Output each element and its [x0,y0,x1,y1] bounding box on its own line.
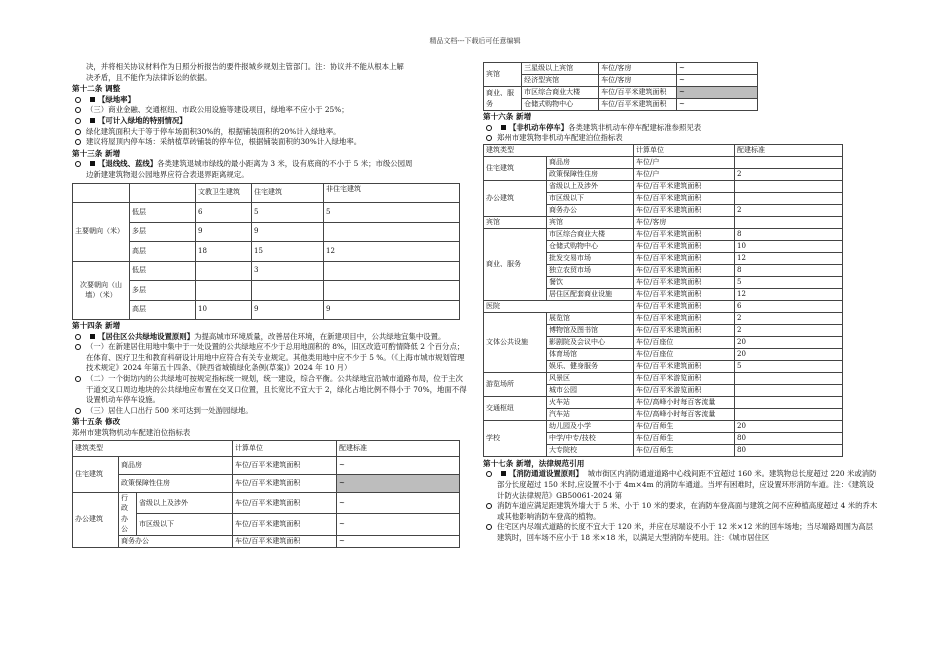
section-title: 第十六条 新增 [483,112,532,121]
table-cell: 车位/百平米建筑面积 [634,180,735,192]
table-row [484,312,843,324]
table-row [484,216,843,228]
table-cell: 车位/百平米建筑面积 [634,240,735,252]
table-cell: 车位/高峰小时每百客流量 [634,408,735,420]
table-cell: 大专院校 [547,444,634,456]
table-cell: 80 [735,432,843,444]
table-cell: 12 [735,252,843,264]
table-row [484,156,843,168]
table-cell: 影剧院及会议中心 [547,336,634,348]
table-cell: 体育场馆 [547,348,634,360]
table-cell: 车位/高峰小时每百客流量 [634,396,735,408]
table-cell: 车位/百平米建筑面积 [634,324,735,336]
category-cell: 学校 [484,420,547,456]
category-cell: 商业、服务 [484,228,547,300]
table-cell: 5 [735,360,843,372]
parking-table: 建筑类型 计算单位 配建标准 住宅建筑 商品房 车位/百平米建筑面积 ~ 政策保障性住房 车位/百平米建筑面积 ~ 办公建筑 行政办公 省级以上及涉外 车位/百平米建筑面积 ~ 市区级以下 车位/百平米建筑面积 ~ 商务办公 车位/百平米建筑面积 ~ [72,440,460,548]
table-cell: 20 [735,336,843,348]
table-cell [735,408,843,420]
table-cell: 80 [735,444,843,456]
bullet-item: （二）一个街坊内的公共绿地可按规定指标统一规划，统一建设，综合平衡。公共绿地宜沿城市道路布局，位于主次干道交叉口周边地块的公共绿地应布置在交叉口位置，且长宽比不宜大于 2，绿化占地比例不得小于 70%，地面不得设置机动车停车设施。 [72,374,467,406]
bullet-item: 建议将屋顶内停车场：采纳植草砖铺装的停车位，根据铺装面积的30%计入绿地率。 [72,137,467,148]
table-cell [735,384,843,396]
section-title: 第十七条 新增，法律规范引用 [483,458,585,468]
table-cell: 8 [735,264,843,276]
section-title: 第十五条 修改 [72,417,121,427]
table-cell: 车位/百平米建筑面积 [634,288,735,300]
table-row [484,420,843,432]
intro-line: 决，并将相关协议材料作为日照分析报告的要件报城乡规划主管部门。注：协议并不能从根本上解 [86,62,404,71]
table-cell: 车位/户 [634,156,735,168]
bullet-continuation: 边新建建筑物退公园地界应符合表退界距离规定。 [86,169,249,179]
category-cell: 游览场所 [484,372,547,396]
table-cell: 2 [735,324,843,336]
right-column [483,62,878,544]
category-cell: 宾馆 [484,216,547,228]
table-cell: 车位/百平米建筑面积 [634,228,735,240]
table-cell [735,156,843,168]
setback-table: 文教卫生建筑 住宅建筑 非住宅建筑 主要朝向（米） 低层 6 5 5 多层 9 9 高层 18 15 12 次要朝向（山墙）（米） 低层 3 多层 高层 10 9 9 [72,183,460,321]
table-cell: 车位/百平米建筑面积 [634,192,735,204]
table-cell: 仓储式购物中心 [547,240,634,252]
category-cell: 文体公共设施 [484,312,547,372]
page-header: 精品文档---下载后可任意编辑 [429,37,521,45]
bullet-item: 郑州市建筑物非机动车配建泊位指标表 [483,133,878,144]
table-row [484,180,843,192]
table-cell: 批发交易市场 [547,252,634,264]
table-cell: 车位/百平米建筑面积 [634,300,735,312]
table-cell: 幼儿园及小学 [547,420,634,432]
table-cell: 2 [735,204,843,216]
row-label: 主要朝向（米） [73,203,130,262]
bullet-item: 【非机动车停车】各类建筑非机动车停车配建标准参照见表 [483,123,878,134]
table-cell: 12 [735,288,843,300]
bullet-item: （三）居住人口出行 500 米可达到一处游园绿地。 [72,406,467,417]
square-bullet-icon [90,118,95,123]
bullet-item: 【居住区公共绿地设置原则】为提高城市环境质量，改善居住环境，在新建项目中，公共绿地宜集中设置。 [72,332,467,343]
section-title: 第十三条 新增 [72,148,121,158]
table-cell [735,192,843,204]
table-header: 文教卫生建筑 [196,183,252,203]
table-cell: 车位/百平米建筑面积 [634,252,735,264]
bullet-item: 住宅区内尽端式道路的长度不宜大于 120 米，并应在尽端设不小于 12 米×12 米的回车场地；当尽端路周围为高层建筑时，回车场不应小于 18 米×18 米，以满足大型消防车使用。注：《城市居住区 [483,522,878,543]
table-cell: 2 [735,168,843,180]
table-cell [735,216,843,228]
table-cell: 车位/百平米建筑面积 [634,264,735,276]
table-cell: 车位/百平米建筑面积 [634,312,735,324]
table-header: 非住宅建筑 [324,183,460,203]
square-bullet-icon [90,161,95,166]
table-cell: 20 [735,420,843,432]
intro-line: 决矛盾，且不能作为法律诉讼的依据。 [86,72,212,82]
table-cell: 博物馆及图书馆 [547,324,634,336]
bullet-item: 【绿地率】 [72,95,467,106]
bullet-item: 绿化建筑面积大于等于停车场面积30%的，根据铺装面积的20%计入绿地率。 [72,127,467,138]
table-cell: 省级以上及涉外 [547,180,634,192]
table-cell: 车位/百师生 [634,420,735,432]
bullet-item: 【可计入绿地的特别情况】 [72,116,467,127]
table-cell: 市区综合商业大楼 [547,228,634,240]
table-row [484,396,843,408]
table-cell [735,372,843,384]
section-title: 第十二条 调整 [72,84,121,94]
table-cell: 车位/百座位 [634,336,735,348]
table-cell: 市区级以下 [547,192,634,204]
square-bullet-icon [501,471,506,476]
bicycle-parking-table: 建筑类型 计算单位 配建标准 住宅建筑 商品房 车位/户 政策保障性住房 车位/户 2 办公建筑 省级以上及涉外 车位/百平米建筑面积 市区级以下 车位/百平米建筑面积 商务办公 车位/百平米建筑面积 2 宾馆 宾馆 车位/客房 商业、服务 市区综合商业大楼 车位/百平米建筑面积 8 仓储式购物中心 车位/百平米建筑面积 10 批发交易市场 车位/百平米建筑面积 12 独立农贸市场 车位/百平米建筑面积 8 餐饮 车位/百平米建筑面积 5 居住区配套商业设施 车位/百平米建筑面积 12 医院 车位/百平米建筑面积 6 文体公共设施 展览馆 车位/百平米建筑面积 2 博物馆及图书馆 车位/百平米建筑面积 2 影剧院及会议中心 车位/百座位 20 体育场馆 车位/百座位 20 娱乐、健身服务 车位/百平米建筑面积 5 游览场所 风景区 车位/百平米游览面积 城市公园 车位/百平米游览面积 交通枢纽 火车站 车位/高峰小时每百客流量 汽车站 车位/高峰小时每百客流量 学校 幼儿园及小学 车位/百师生 20 中学/中专/技校 车位/百师生 80 大专院校 车位/百师生 80 [483,144,843,457]
table-cell: 中学/中专/技校 [547,432,634,444]
table-cell: 5 [735,276,843,288]
table-cell: 展览馆 [547,312,634,324]
row-label: 次要朝向（山墙）（米） [73,261,130,320]
table-cell: 2 [735,312,843,324]
parking-table-continued: 宾馆 三星级以上宾馆 车位/客房 ~ 经济型宾馆 车位/客房 ~ 商业、服务 市区综合商业大楼 车位/百平米建筑面积 ~ 仓储式购物中心 车位/百平米建筑面积 ~ [483,62,758,111]
bullet-item: 消防车道应满足距建筑外墙大于 5 米、小于 10 米的要求，在消防车登高面与建筑之间不应种植高度超过 4 米的乔木或其他影响消防车登高的植物。 [483,501,878,522]
table-row [484,228,843,240]
square-bullet-icon [90,334,95,339]
square-bullet-icon [90,97,95,102]
table-cell: 娱乐、健身服务 [547,360,634,372]
table-cell: 车位/百平米建筑面积 [634,204,735,216]
table-cell [735,396,843,408]
table-cell: 政策保障性住房 [547,168,634,180]
table-cell: 宾馆 [547,216,634,228]
table-cell: 6 [735,300,843,312]
category-cell: 交通枢纽 [484,396,547,420]
left-column [72,62,467,548]
table-cell: 车位/客房 [634,216,735,228]
table-cell: 车位/百平米建筑面积 [634,276,735,288]
bullet-item: （一）在新建居住用地中集中于一处设置的公共绿地应不少于总用地面积的 8%，旧区改造可酌情降低 2 个百分点；在体育、医疗卫生和教育科研设计用地中应符合有关专业规定。其他类用地中应不少于 5 %。（《上海市城市规划管理技术规定》2024 年第五十四条、《陕西省城镇绿化条例(草案)》2024 年 10 月） [72,342,467,374]
table-cell: 车位/百师生 [634,444,735,456]
table-cell: 居住区配套商业设施 [547,288,634,300]
table-header: 住宅建筑 [252,183,324,203]
table-cell: 车位/百座位 [634,348,735,360]
square-bullet-icon [501,125,506,130]
table-row [484,372,843,384]
table-cell: 车位/百师生 [634,432,735,444]
table-cell: 10 [735,240,843,252]
table-cell [735,180,843,192]
section-title: 第十四条 新增 [72,321,121,331]
category-cell: 医院 [484,300,634,312]
table-cell: 餐饮 [547,276,634,288]
bullet-item: （三）商业金融、交通枢纽、市政公用设施等建设项目，绿地率不应小于 25%； [72,105,467,116]
table-cell: 独立农贸市场 [547,264,634,276]
table-cell: 车位/百平米游览面积 [634,384,735,396]
table-cell: 车位/户 [634,168,735,180]
table-cell: 火车站 [547,396,634,408]
table-cell: 20 [735,348,843,360]
category-cell: 住宅建筑 [484,156,547,180]
table-cell: 8 [735,228,843,240]
bullet-item: 【消防通道设置原则】 城市街区内消防通道道路中心线间距不宜超过 160 米。建筑物总长度超过 220 米或消防部分长度超过 150 米时,应设置不小于 4m×4m 的消防车通道。当坪有困难时，应设置环形消防车道。注：《建筑设计防火法律规范》GB50061-2024 第 [483,469,878,501]
table-cell: 商品房 [547,156,634,168]
table-cell: 车位/百平米游览面积 [634,372,735,384]
bullet-item: 【退线线、蓝线】各类建筑退城市绿线的最小距离为 3 米，设有底商的不小于 5 米；市级公园周 [72,159,467,170]
table-cell: 城市公园 [547,384,634,396]
table-cell: 汽车站 [547,408,634,420]
table-cell: 商务办公 [547,204,634,216]
table-cell: 车位/百平米建筑面积 [634,360,735,372]
table-caption: 郑州市建筑物机动车配建泊位指标表 [72,427,191,437]
table-cell: 风景区 [547,372,634,384]
table-row [484,300,843,312]
category-cell: 办公建筑 [484,180,547,216]
